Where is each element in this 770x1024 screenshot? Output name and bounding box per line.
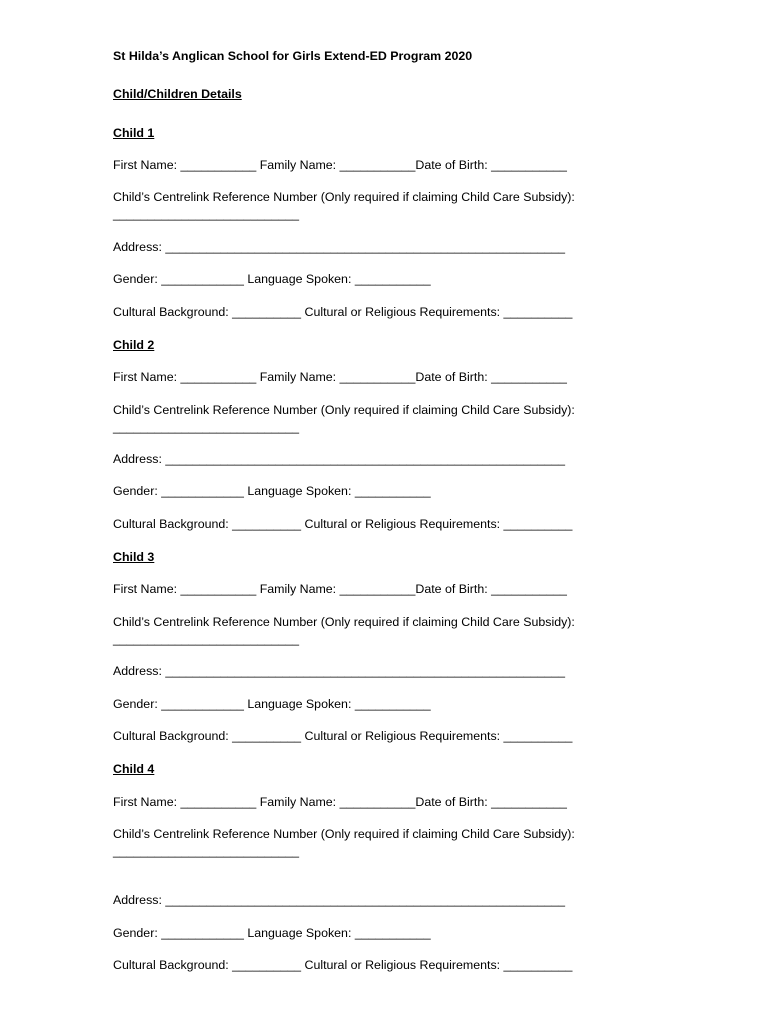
child-2-cultural-line: Cultural Background: __________ Cultural or Religious Requirements: __________ xyxy=(113,517,573,531)
child-4-names-line: First Name: ___________ Family Name: ___________Date of Birth: ___________ xyxy=(113,795,567,809)
child-2-heading: Child 2 xyxy=(113,338,155,352)
child-1-centrelink-line: Child’s Centrelink Reference Number (Only required if claiming Child Care Subsidy): xyxy=(113,190,575,204)
child-3-gender-line: Gender: ____________ Language Spoken: ___________ xyxy=(113,697,431,711)
child-3-names-line: First Name: ___________ Family Name: ___________Date of Birth: ___________ xyxy=(113,582,567,596)
child-3-heading: Child 3 xyxy=(113,550,155,564)
child-2-gender-line: Gender: ____________ Language Spoken: ___________ xyxy=(113,484,431,498)
child-1-names-line: First Name: ___________ Family Name: ___________Date of Birth: ___________ xyxy=(113,158,567,172)
child-1-heading: Child 1 xyxy=(113,126,155,140)
child-2-centrelink-blank: ___________________________ xyxy=(113,420,300,434)
child-4-gender-line: Gender: ____________ Language Spoken: ___________ xyxy=(113,926,431,940)
child-1-cultural-line: Cultural Background: __________ Cultural or Religious Requirements: __________ xyxy=(113,305,573,319)
section-heading: Child/Children Details xyxy=(113,87,242,101)
child-2-names-line: First Name: ___________ Family Name: ___________Date of Birth: ___________ xyxy=(113,370,567,384)
child-3-address-line: Address: __________________________________________________________ xyxy=(113,664,566,678)
child-4-cultural-line: Cultural Background: __________ Cultural or Religious Requirements: __________ xyxy=(113,958,573,972)
child-2-address-line: Address: __________________________________________________________ xyxy=(113,452,566,466)
child-3-cultural-line: Cultural Background: __________ Cultural or Religious Requirements: __________ xyxy=(113,729,573,743)
child-2-centrelink-line: Child’s Centrelink Reference Number (Only required if claiming Child Care Subsidy): xyxy=(113,403,575,417)
child-1-centrelink-blank: ___________________________ xyxy=(113,207,300,221)
child-4-centrelink-blank: ___________________________ xyxy=(113,844,300,858)
child-4-centrelink-line: Child’s Centrelink Reference Number (Only required if claiming Child Care Subsidy): xyxy=(113,827,575,841)
child-3-centrelink-blank: ___________________________ xyxy=(113,632,300,646)
child-1-gender-line: Gender: ____________ Language Spoken: ___________ xyxy=(113,272,431,286)
child-1-address-line: Address: __________________________________________________________ xyxy=(113,240,566,254)
child-4-address-line: Address: __________________________________________________________ xyxy=(113,893,566,907)
child-3-centrelink-line: Child’s Centrelink Reference Number (Only required if claiming Child Care Subsidy): xyxy=(113,615,575,629)
document-title: St Hilda’s Anglican School for Girls Extend-ED Program 2020 xyxy=(113,49,473,63)
child-4-heading: Child 4 xyxy=(113,762,155,776)
